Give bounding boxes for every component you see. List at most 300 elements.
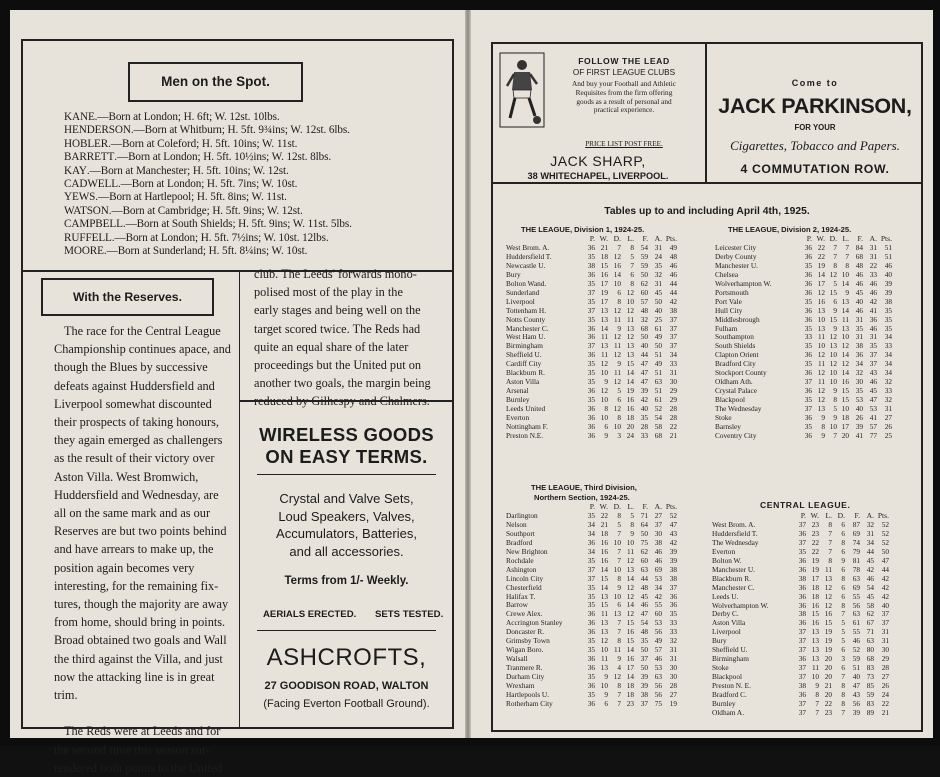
table-cell: 37 [798, 645, 806, 655]
table-cell: 35 [884, 323, 892, 333]
table-cell: 7 [815, 707, 819, 717]
table-cell: 12 [841, 341, 849, 351]
table-cell: 14 [841, 350, 849, 360]
text-line: the third against the Villa, and just [54, 651, 223, 666]
table-cell: 7 [828, 528, 832, 538]
table-cell: 11 [817, 359, 825, 369]
player-detail: .—Born at Sunderland; H. 5ft. 8¼ins; W. 10st. [103, 245, 308, 258]
table-cell: 31 [866, 528, 874, 538]
table-cell: 24 [654, 251, 662, 261]
table-cell: 19 [811, 555, 819, 565]
table-cell: 12 [824, 582, 832, 592]
column-header: Pts. [665, 234, 677, 243]
team-name: Wolverhampton W. [715, 278, 772, 288]
player-detail: .—Born at Whitburn; H. 5ft. 9¾ins; W. 12st. 6lbs. [130, 124, 350, 137]
table-cell: 36 [587, 654, 595, 664]
table-cell: 7 [815, 699, 819, 709]
table-cell: 46 [654, 654, 662, 664]
text-line: club. The Leeds' forwards mono- [254, 267, 417, 281]
team-name: Stoke [715, 413, 732, 423]
team-name: Rochdale [506, 555, 534, 565]
table-cell: 58 [866, 600, 874, 610]
table-cell: 3 [841, 654, 845, 664]
table-cell: 36 [804, 269, 812, 279]
table-cell: 42 [654, 591, 662, 601]
table-cell: 16 [626, 404, 634, 414]
table-cell: 46 [869, 377, 877, 387]
text-line: they again emerged as challengers [54, 433, 223, 448]
table-cell: 37 [869, 350, 877, 360]
table-cell: 43 [869, 368, 877, 378]
table-cell: 8 [841, 600, 845, 610]
team-name: Leeds U. [712, 591, 739, 601]
table-cell: 13 [841, 296, 849, 306]
table-cell: 50 [640, 645, 648, 655]
table-cell: 6 [604, 698, 608, 708]
table-cell: 48 [640, 582, 648, 592]
table-cell: 8 [604, 404, 608, 414]
table-cell: 35 [804, 359, 812, 369]
table-cell: 8 [617, 296, 621, 306]
table-cell: 22 [817, 251, 825, 261]
table-cell: 34 [866, 537, 874, 547]
team-name: Southport [506, 528, 535, 538]
column-header: F. [857, 234, 863, 243]
table-cell: 34 [884, 332, 892, 342]
table-cell: 40 [881, 600, 889, 610]
column-header: Pts. [877, 511, 889, 520]
table-cell: 10 [811, 672, 819, 682]
table-cell: 8 [841, 537, 845, 547]
table-cell: 44 [640, 573, 648, 583]
team-name: Huddersfield T. [712, 528, 758, 538]
table-cell: 36 [804, 278, 812, 288]
text-line: rendered both points to the United [54, 760, 223, 775]
table-cell: 28 [669, 413, 677, 423]
table-cell: 16 [613, 260, 621, 270]
table-cell: 11 [600, 350, 608, 360]
table-cell: 38 [669, 564, 677, 574]
table-cell: 20 [824, 654, 832, 664]
footballer-icon [499, 52, 545, 128]
table-cell: 46 [855, 269, 863, 279]
table-cell: 13 [600, 341, 608, 351]
team-name: New Brighton [506, 546, 548, 556]
table-cell: 31 [654, 242, 662, 252]
table-cell: 35 [804, 422, 812, 432]
table-cell: 11 [600, 332, 608, 342]
table-cell: 47 [669, 519, 677, 529]
right-page [471, 10, 933, 738]
table-cell: 40 [640, 341, 648, 351]
table-cell: 8 [841, 573, 845, 583]
table-cell: 47 [852, 681, 860, 691]
table-cell: 12 [600, 386, 608, 396]
table-cell: 16 [811, 600, 819, 610]
team-name: Wrexham [506, 681, 535, 691]
table-cell: 12 [600, 359, 608, 369]
table-cell: 12 [829, 332, 837, 342]
text-line: target scored twice. The Reds had [254, 321, 421, 336]
column-header: D. [829, 234, 837, 243]
table-cell: 63 [866, 636, 874, 646]
team-name: Notts County [506, 314, 546, 324]
team-name: Barnsley [715, 422, 741, 432]
table-cell: 7 [833, 430, 837, 440]
text-line: polised most of the play in the [254, 285, 403, 300]
team-name: Hartlepools U. [506, 690, 549, 700]
table-cell: 44 [881, 564, 889, 574]
player-name: HOBLER [64, 137, 109, 150]
table-cell: 24 [626, 430, 634, 440]
team-name: West Brom. A. [712, 519, 756, 529]
table-cell: 31 [869, 251, 877, 261]
table-cell: 10 [613, 591, 621, 601]
team-name: South Shields [715, 341, 756, 351]
table-cell: 20 [824, 663, 832, 673]
table-cell: 47 [869, 395, 877, 405]
table-cell: 42 [881, 573, 889, 583]
column-header: W. [599, 234, 608, 243]
table-cell: 36 [798, 528, 806, 538]
table-cell: 6 [617, 287, 621, 297]
table-cell: 12 [626, 555, 634, 565]
table-row [506, 700, 677, 709]
player-name: CAMPBELL [64, 218, 123, 231]
ashcrofts-location: (Facing Everton Football Ground). [263, 698, 430, 710]
table-cell: 69 [654, 564, 662, 574]
team-name: Blackburn R. [712, 573, 751, 583]
table-cell: 9 [604, 377, 608, 387]
team-name: Halifax T. [506, 591, 536, 601]
table-cell: 33 [669, 618, 677, 628]
team-name: Blackpool [712, 672, 742, 682]
team-name: Chesterfield [506, 582, 542, 592]
table-cell: 10 [600, 368, 608, 378]
table-cell: 13 [817, 404, 825, 414]
table-cell: 67 [866, 618, 874, 628]
table-cell: 7 [841, 609, 845, 619]
team-name: Liverpool [506, 296, 535, 306]
table-cell: 36 [798, 690, 806, 700]
table-cell: 35 [587, 251, 595, 261]
table-cell: 69 [852, 582, 860, 592]
table-cell: 75 [654, 698, 662, 708]
team-name: Crewe Alex. [506, 609, 543, 619]
table-cell: 37 [869, 359, 877, 369]
jack-sharp-ad [491, 42, 707, 184]
team-name: Burnley [712, 699, 736, 709]
table-cell: 31 [869, 332, 877, 342]
column-header: F. [642, 502, 648, 511]
table-cell: 11 [613, 645, 621, 655]
table-cell: 5 [841, 636, 845, 646]
table-cell: 32 [866, 519, 874, 529]
table-cell: 7 [828, 537, 832, 547]
table-cell: 13 [824, 573, 832, 583]
table-cell: 28 [640, 422, 648, 432]
table-cell: 5 [841, 627, 845, 637]
player-line [64, 232, 352, 245]
table-cell: 59 [866, 690, 874, 700]
table-cell: 45 [866, 591, 874, 601]
table-cell: 58 [654, 422, 662, 432]
table-cell: 43 [852, 690, 860, 700]
column-header: L. [627, 502, 634, 511]
team-name: Bolton Wand. [506, 278, 547, 288]
table-cell: 61 [654, 323, 662, 333]
table-cell: 34 [654, 582, 662, 592]
table-cell: 12 [600, 636, 608, 646]
table-cell: 22 [600, 510, 608, 520]
player-line [64, 245, 352, 258]
table-cell: 74 [852, 537, 860, 547]
table-cell: 11 [613, 341, 621, 351]
table-cell: 80 [866, 645, 874, 655]
table-cell: 30 [654, 528, 662, 538]
text-line: their prospects of taking honours, [54, 415, 219, 430]
team-name: Stockport County [715, 368, 767, 378]
table-cell: 40 [852, 672, 860, 682]
table-cell: 10 [613, 564, 621, 574]
table-cell: 49 [654, 359, 662, 369]
team-name: Middlesbrough [715, 314, 760, 324]
team-name: Manchester C. [712, 582, 755, 592]
reserves-title: With the Reserves. [73, 290, 182, 304]
table-cell: 14 [841, 278, 849, 288]
table-cell: 10 [817, 341, 825, 351]
table-cell: 6 [841, 546, 845, 556]
table-cell: 9 [845, 287, 849, 297]
table-cell: 43 [669, 528, 677, 538]
table-cell: 22 [811, 537, 819, 547]
table-cell: 16 [811, 618, 819, 628]
table-cell: 52 [881, 519, 889, 529]
table-cell: 5 [841, 618, 845, 628]
table-cell: 14 [817, 269, 825, 279]
table-cell: 18 [600, 251, 608, 261]
column-header: L. [825, 511, 832, 520]
table-cell: 46 [869, 278, 877, 288]
reserves-column-1 [54, 322, 232, 777]
table-cell: 63 [654, 377, 662, 387]
division1-title: THE LEAGUE, Division 1, 1924-25. [521, 225, 645, 234]
team-name: Clapton Orient [715, 350, 759, 360]
table-cell: 29 [669, 395, 677, 405]
table-cell: 37 [798, 636, 806, 646]
table-cell: 10 [613, 278, 621, 288]
text-line: Championship continues apace, and [54, 342, 231, 357]
table-cell: 16 [817, 296, 825, 306]
table-cell: 7 [828, 546, 832, 556]
text-line: The Reds were at Leeds and for [64, 724, 221, 739]
table-cell: 14 [600, 582, 608, 592]
table-cell: 8 [630, 278, 634, 288]
table-cell: 35 [855, 323, 863, 333]
table-cell: 60 [640, 555, 648, 565]
table-cell: 37 [798, 537, 806, 547]
column-header: F. [854, 511, 860, 520]
men-on-spot-banner [128, 62, 303, 102]
player-detail: .—Born at Coleford; H. 5ft. 10ins; W. 11st. [108, 137, 298, 150]
table-cell: 13 [600, 663, 608, 673]
player-name: BARRETT [64, 151, 115, 164]
table-cell: 12 [817, 386, 825, 396]
text-line: as the result of their victory over [54, 451, 215, 466]
table-cell: 54 [640, 242, 648, 252]
player-detail: .—Born at London; H. 5ft. 10½ins; W. 12st. 8lbs. [114, 151, 332, 164]
table-cell: 83 [866, 663, 874, 673]
table-cell: 37 [587, 341, 595, 351]
table-cell: 53 [654, 573, 662, 583]
team-name: Lincoln City [506, 573, 544, 583]
team-name: Leeds United [506, 404, 546, 414]
table-cell: 7 [617, 627, 621, 637]
table-cell: 48 [640, 627, 648, 637]
table-cell: 38 [884, 296, 892, 306]
table-row [506, 432, 677, 441]
player-name: YEWS [64, 191, 96, 204]
table-cell: 14 [841, 305, 849, 315]
table-cell: 59 [852, 654, 860, 664]
table-cell: 14 [613, 269, 621, 279]
team-name: Southampton [715, 332, 754, 342]
table-cell: 35 [587, 555, 595, 565]
table-cell: 11 [613, 368, 621, 378]
column-header: D. [613, 502, 621, 511]
table-cell: 47 [640, 609, 648, 619]
table-cell: 46 [654, 555, 662, 565]
table-cell: 84 [855, 242, 863, 252]
table-cell: 37 [669, 341, 677, 351]
table-cell: 22 [669, 422, 677, 432]
team-name: Derby County [715, 251, 757, 261]
table-cell: 27 [669, 690, 677, 700]
table-cell: 42 [881, 591, 889, 601]
text-line: Liverpool somewhat discounted [54, 396, 212, 411]
table-cell: 30 [855, 377, 863, 387]
table-cell: 13 [811, 654, 819, 664]
table-cell: 12 [613, 305, 621, 315]
table-cell: 33 [669, 627, 677, 637]
table-cell: 36 [798, 564, 806, 574]
team-name: Oldham A. [712, 707, 745, 717]
player-line [64, 124, 352, 137]
table-row [715, 405, 892, 414]
table-cell: 10 [600, 681, 608, 691]
table-cell: 35 [804, 341, 812, 351]
division1-table [506, 235, 677, 441]
table-cell: 33 [804, 332, 812, 342]
table-cell: 12 [817, 350, 825, 360]
table-cell: 50 [640, 663, 648, 673]
team-name: Newcastle U. [506, 260, 546, 270]
table-cell: 83 [866, 699, 874, 709]
table-cell: 44 [640, 350, 648, 360]
team-name: Ashington [506, 564, 537, 574]
table-cell: 36 [804, 350, 812, 360]
team-name: Manchester U. [715, 260, 758, 270]
text-line: early stages and being well on the [254, 303, 421, 318]
table-cell: 36 [587, 413, 595, 423]
table-cell: 17 [841, 422, 849, 432]
table-cell: 7 [617, 698, 621, 708]
player-detail: .—Born at London; H. 5ft. 7ins; W. 10st. [117, 178, 298, 191]
table-cell: 8 [617, 636, 621, 646]
table-cell: 8 [617, 510, 621, 520]
table-cell: 35 [654, 260, 662, 270]
table-cell: 47 [640, 368, 648, 378]
text-line: now the attacking line is in great [54, 669, 215, 684]
table-cell: 68 [866, 654, 874, 664]
table-cell: 13 [626, 341, 634, 351]
table-cell: 57 [869, 422, 877, 432]
team-name: Bradford C. [712, 690, 747, 700]
text-line: the second time this season sur- [54, 742, 210, 757]
table-cell: 16 [824, 609, 832, 619]
text-line: The race for the Central League [64, 324, 221, 338]
table-cell: 45 [855, 287, 863, 297]
table-cell: 35 [587, 368, 595, 378]
table-cell: 36 [804, 430, 812, 440]
table-cell: 40 [855, 296, 863, 306]
division2-table [715, 235, 892, 441]
ashcrofts-name: ASHCROFTS, [266, 644, 427, 671]
table-cell: 36 [804, 413, 812, 423]
table-cell: 15 [841, 386, 849, 396]
table-cell: 21 [600, 519, 608, 529]
table-cell: 37 [798, 627, 806, 637]
table-cell: 19 [626, 386, 634, 396]
table-cell: 27 [654, 510, 662, 520]
table-cell: 8 [617, 573, 621, 583]
table-cell: 68 [640, 323, 648, 333]
table-cell: 34 [669, 350, 677, 360]
sharp-name: JACK SHARP, [550, 153, 646, 169]
team-name: Wigan Boro. [506, 645, 544, 655]
table-cell: 9 [833, 413, 837, 423]
table-cell: 38 [669, 573, 677, 583]
table-cell: 16 [626, 654, 634, 664]
table-cell: 12 [817, 368, 825, 378]
table-cell: 36 [587, 332, 595, 342]
table-cell: 20 [626, 422, 634, 432]
table-cell: 15 [829, 314, 837, 324]
division3-title: THE LEAGUE, Third Division, [531, 483, 637, 492]
table-cell: 9 [617, 654, 621, 664]
table-cell: 47 [881, 555, 889, 565]
table-cell: 60 [640, 287, 648, 297]
table-cell: 39 [669, 546, 677, 556]
table-cell: 11 [817, 332, 825, 342]
table-cell: 35 [587, 278, 595, 288]
team-name: Grimsby Town [506, 636, 550, 646]
table-cell: 12 [626, 609, 634, 619]
column-header: P. [589, 234, 595, 243]
table-cell: 46 [884, 260, 892, 270]
table-cell: 14 [626, 672, 634, 682]
table-cell: 35 [804, 296, 812, 306]
table-cell: 9 [617, 323, 621, 333]
table-cell: 34 [884, 368, 892, 378]
table-cell: 12 [613, 350, 621, 360]
table-cell: 19 [824, 645, 832, 655]
team-name: Stoke [712, 663, 729, 673]
table-cell: 10 [829, 422, 837, 432]
text-line: tures, though the majority are away [54, 597, 229, 612]
table-cell: 21 [881, 707, 889, 717]
table-cell: 36 [587, 698, 595, 708]
